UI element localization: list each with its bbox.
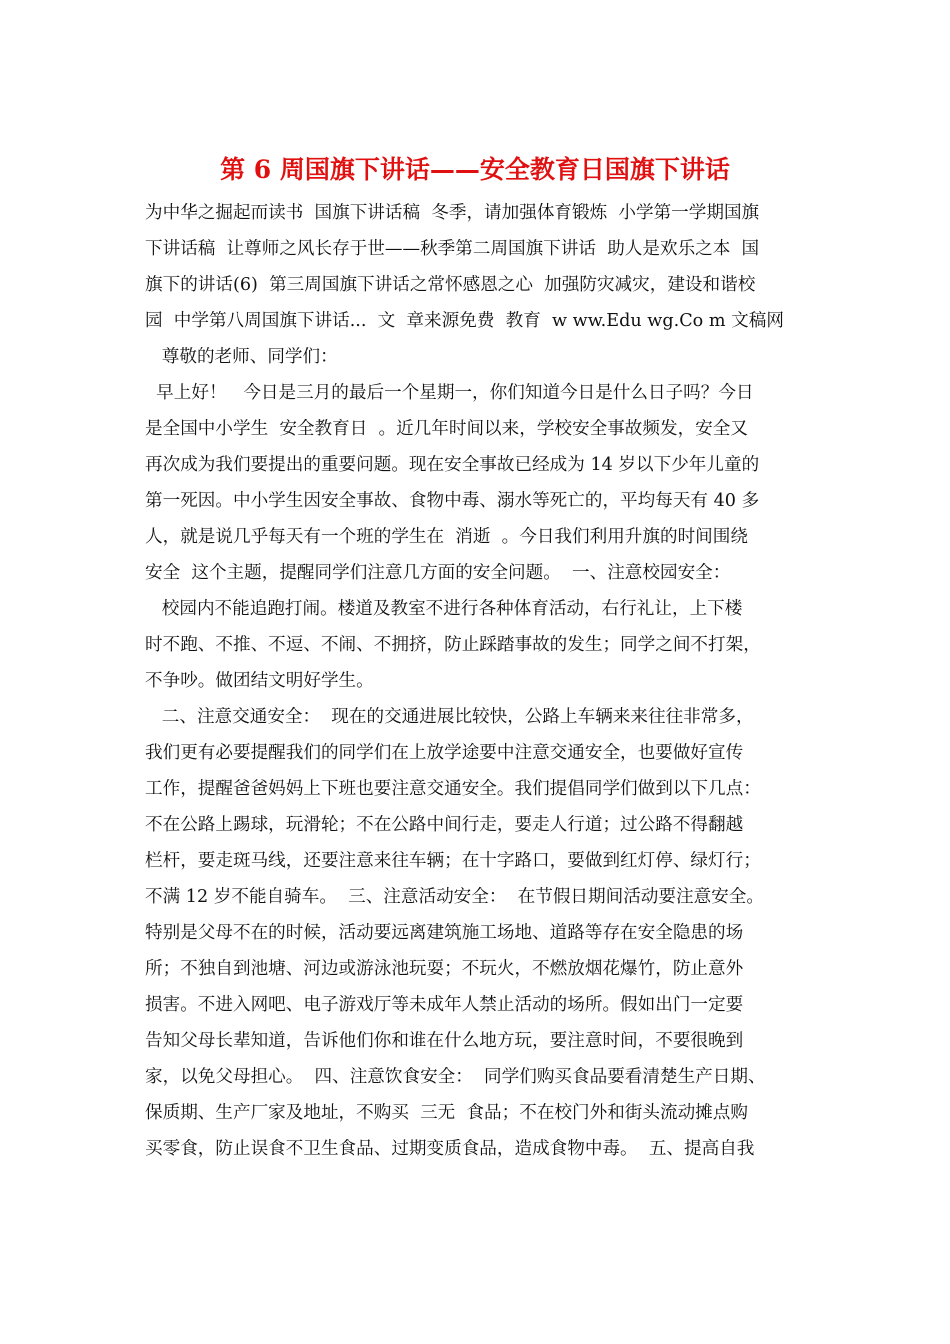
salutation-line: 尊敬的老师、同学们： <box>145 347 338 367</box>
text-line: 损害。不进入网吧、电子游戏厅等未成年人禁止活动的场所。假如出门一定要 <box>145 995 744 1015</box>
text-line: 第一死因。中小学生因安全事故、食物中毒、溺水等死亡的，平均每天有 40 多 <box>145 491 760 511</box>
page-title: 第 6 周国旗下讲话——安全教育日国旗下讲话 <box>220 155 730 184</box>
text-line: 家，以免父母担心。 四、注意饮食安全： 同学们购买食品要看清楚生产日期、 <box>145 1067 766 1087</box>
text-line: 人，就是说几乎每天有一个班的学生在 消逝 。今日我们利用升旗的时间围绕 <box>145 527 748 547</box>
text-line: 特别是父母不在的时候，活动要远离建筑施工场地、道路等存在安全隐患的场 <box>145 923 744 943</box>
text-line: 告知父母长辈知道，告诉他们你和谁在什么地方玩，要注意时间，不要很晚到 <box>145 1031 744 1051</box>
text-line: 时不跑、不推、不逗、不闹、不拥挤，防止踩踏事故的发生；同学之间不打架， <box>145 635 761 655</box>
text-line: 旗下的讲话(6) 第三周国旗下讲话之常怀感恩之心 加强防灾减灾，建设和谐校 <box>145 275 756 295</box>
text-line: 再次成为我们要提出的重要问题。现在安全事故已经成为 14 岁以下少年儿童的 <box>145 455 760 475</box>
text-line: 买零食，防止误食不卫生食品、过期变质食品，造成食物中毒。 五、提高自我 <box>145 1139 755 1159</box>
text-line: 工作，提醒爸爸妈妈上下班也要注意交通安全。我们提倡同学们做到以下几点： <box>145 779 761 799</box>
text-line: 不在公路上踢球，玩滑轮；不在公路中间行走，要走人行道；过公路不得翻越 <box>145 815 744 835</box>
text-line: 我们更有必要提醒我们的同学们在上放学途要中注意交通安全，也要做好宣传 <box>145 743 744 763</box>
text-line: 园 中学第八周国旗下讲话... 文 章来源免费 教育 w ww.Edu wg.Co m 文稿网 <box>145 311 784 331</box>
text-line: 安全 这个主题，提醒同学们注意几方面的安全问题。 一、注意校园安全： <box>145 563 731 583</box>
text-line: 不争吵。做团结文明好学生。 <box>145 671 374 691</box>
text-line: 栏杆，要走斑马线，还要注意来往车辆；在十字路口，要做到红灯停、绿灯行； <box>145 851 761 871</box>
text-line: 校园内不能追跑打闹。楼道及教室不进行各种体育活动，右行礼让，上下楼 <box>145 599 743 619</box>
body-text <box>145 195 805 1167</box>
text-line: 二、注意交通安全： 现在的交通进展比较快，公路上车辆来来往往非常多， <box>145 707 754 727</box>
text-line: 不满 12 岁不能自骑车。 三、注意活动安全： 在节假日期间活动要注意安全。 <box>145 887 764 907</box>
text-line: 保质期、生产厂家及地址，不购买 三无 食品；不在校门外和街头流动摊点购 <box>145 1103 748 1123</box>
text-line: 下讲话稿 让尊师之风长存于世——秋季第二周国旗下讲话 助人是欢乐之本 国 <box>145 239 760 259</box>
text-line: 早上好！ 今日是三月的最后一个星期一，你们知道今日是什么日子吗？今日 <box>145 383 754 403</box>
text-line: 为中华之掘起而读书 国旗下讲话稿 冬季，请加强体育锻炼 小学第一学期国旗 <box>145 203 760 223</box>
text-line: 是全国中小学生 安全教育日 。近几年时间以来，学校安全事故频发，安全又 <box>145 419 748 439</box>
text-line: 所；不独自到池塘、河边或游泳池玩耍；不玩火，不燃放烟花爆竹，防止意外 <box>145 959 744 979</box>
